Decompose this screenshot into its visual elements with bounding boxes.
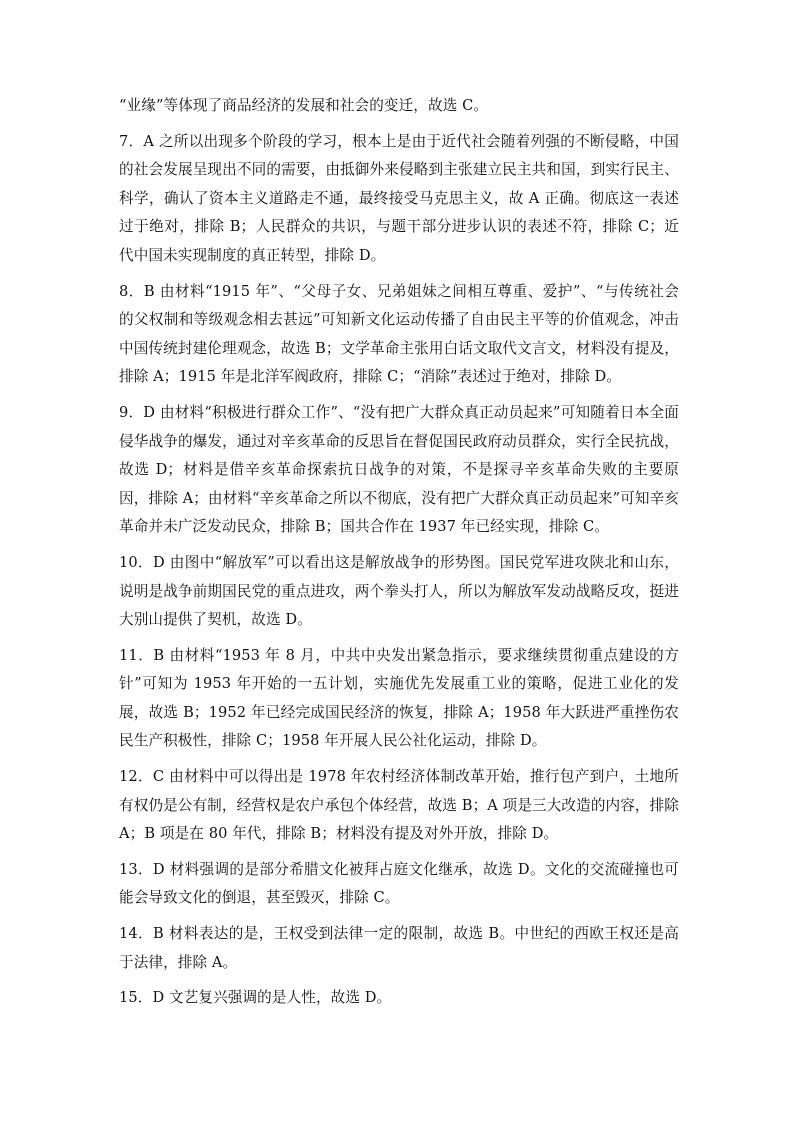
answer-13: 13．D 材料强调的是部分希腊文化被拜占庭文化继承，故选 D。文化的交流碰撞也可能会导致文化的倒退，甚至毁灭，排除 C。 <box>119 860 679 907</box>
answer-8: 8．B 由材料“1915 年”、“父母子女、兄弟姐妹之间相互尊重、爱护”、“与传统社会的父权制和等级观念相去甚远”可知新文化运动传播了自由民主平等的价值观念，冲击中国传统封建伦理观念，故选 B；文学革命主张用白话文取代文言文，材料没有提及，排除 A；1915 年是北洋军阀政府，排除 C；“消除”表述过于绝对，排除 D。 <box>119 282 679 386</box>
answer-6-continued: “业缘”等体现了商品经济的发展和社会的变迁，故选 C。 <box>119 97 489 114</box>
answer-11: 11．B 由材料“1953 年 8 月，中共中央发出紧急指示，要求继续贯彻重点建设的方针”可知为 1953 年开始的一五计划，实施优先发展重工业的策略，促进工业化的发展，故选 B；1952 年已经完成国民经济的恢复，排除 A；1958 年大跃进严重挫伤农民生产积极性，排除 C；1958 年开展人民公社化运动，排除 D。 <box>119 646 679 750</box>
answer-7: 7．A 之所以出现多个阶段的学习，根本上是由于近代社会随着列强的不断侵略，中国的社会发展呈现出不同的需要，由抵御外来侵略到主张建立民主共和国，到实行民主、科学，确认了资本主义道路走不通，最终接受马克思主义，故 A 正确。彻底这一表述过于绝对，排除 B；人民群众的共识，与题干部分进步认识的表述不符，排除 C；近代中国未实现制度的真正转型，排除 D。 <box>119 132 679 264</box>
answer-14: 14．B 材料表达的是，王权受到法律一定的限制，故选 B。中世纪的西欧王权还是高于法律，排除 A。 <box>119 925 679 971</box>
answer-12: 12．C 由材料中可以得出是 1978 年农村经济体制改革开始，推行包产到户，土地所有权仍是公有制，经营权是农户承包个体经营，故选 B；A 项是三大改造的内容，排除 A；B 项是在 80 年代，排除 B；材料没有提及对外开放，排除 D。 <box>119 768 679 843</box>
answer-10: 10．D 由图中“解放军”可以看出这是解放战争的形势图。国民党军进攻陕北和山东，说明是战争前期国民党的重点进攻，两个拳头打人，所以为解放军发动战略反攻，挺进大别山提供了契机，故选 D。 <box>119 553 679 629</box>
answer-15: 15．D 文艺复兴强调的是人性，故选 D。 <box>119 989 392 1007</box>
answer-9: 9．D 由材料“积极进行群众工作”、“没有把广大群众真正动员起来”可知随着日本全面侵华战争的爆发，通过对辛亥革命的反思旨在督促国民政府动员群众，实行全民抗战，故选 D；材料是借辛亥革命探索抗日战争的对策，不是探寻辛亥革命失败的主要原因，排除 A；由材料“辛亥革命之所以不彻底，没有把广大群众真正动员起来”可知辛亥革命并未广泛发动民众，排除 B；国共合作在 1937 年已经实现，排除 C。 <box>119 403 679 536</box>
answer-explanations <box>119 92 679 1020</box>
